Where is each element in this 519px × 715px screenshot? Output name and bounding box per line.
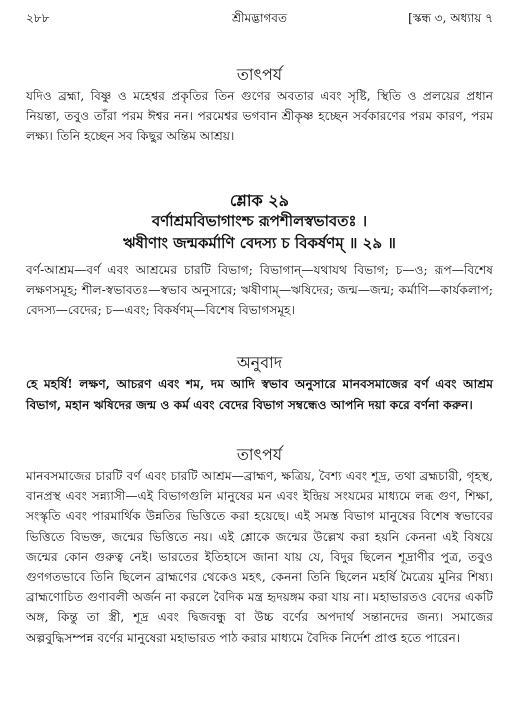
verse-text <box>26 210 493 254</box>
chapter-location: [স্কন্ধ ৩, অধ্যায় ৭ <box>408 11 493 25</box>
synonyms-paragraph: বর্ণ-আশ্রম—বর্ণ এবং আশ্রমের চারটি বিভাগ; বিভাগান্—যথাযথ বিভাগ; চ—ও; রূপ—বিশেষ লক্ষণসমূহ; শীল-স্বভাবতঃ—স্বভাব অনুসারে; ঋষীণাম্—ঋষিদের; জন্ম—জন্ম; কর্মাণি—কার্যকলাপ; বেদস্য—বেদের; চ—এবং; বিকর্ষণম্—বিশেষ বিভাগসমূহ। <box>26 263 493 318</box>
purport-heading: তাৎপর্য <box>236 445 283 464</box>
translation-heading: অনুবাদ <box>236 353 283 372</box>
purport-heading: তাৎপর্য <box>236 65 283 84</box>
verse-heading: শ্লোক ২৯ <box>229 191 290 210</box>
page-header <box>26 10 493 32</box>
translation-paragraph: হে মহর্ষি! লক্ষণ, আচরণ এবং শম, দম আদি স্বভাব অনুসারে মানবসমাজের বর্ণ এবং আশ্রম বিভাগ, মহান ঋষিদের জন্ম ও কর্ম এবং বেদের বিভাগ সম্বন্ধেও আপনি দয়া করে বর্ণনা করুন। <box>26 377 493 412</box>
page-number: ২৮৮ <box>26 11 50 25</box>
verse-line-1: বর্ণাশ্রমবিভাগাংশ্চ রূপশীলস্বভাবতঃ । <box>151 212 368 230</box>
book-title: শ্রীমদ্ভাগবত <box>231 11 287 25</box>
purport-paragraph: যদিও ব্রহ্মা, বিষ্ণু ও মহেশ্বর প্রকৃতির তিন গুণের অবতার এবং সৃষ্টি, স্থিতি ও প্রলয়ের প্রধান নিয়ন্তা, তবুও তাঁরা পরম ঈশ্বর নন। পরমেশ্বর ভগবান শ্রীকৃষ্ণ হচ্ছেন সর্বকারণের পরম কারণ, পরম লক্ষ্য। তিনি হচ্ছেন সব কিছুর অন্তিম আশ্রয়। <box>26 89 493 144</box>
verse-line-2: ঋষীণাং জন্মকর্মাণি বেদস্য চ বিকর্ষণম্ ॥ ২৯ ॥ <box>123 234 396 252</box>
purport-paragraph: মানবসমাজের চারটি বর্ণ এবং চারটি আশ্রম—ব্রাহ্মণ, ক্ষত্রিয়, বৈশ্য এবং শূদ্র, তথা ব্রহ্মচারী, গৃহস্থ, বানপ্রস্থ এবং সন্ন্যাসী—এই বিভাগগুলি মানুষের মন এবং ইন্দ্রিয় সংযমের মাধ্যমে লব্ধ গুণ, শিক্ষা, সংস্কৃতি এবং পারমার্থিক উন্নতির ভিত্তিতে করা হয়েছে। এই সমস্ত বিভাগ মানুষের বিশেষ স্বভাবের ভিত্তিতে বিভক্ত, জন্মের ভিত্তিতে নয়। এই শ্লোকে জন্মের উল্লেখ করা হয়নি কেননা এই বিষয়ে জন্মের কোন গুরুত্ব নেই। ভারতের ইতিহাসে জানা যায় যে, বিদুর ছিলেন শূদ্রাণীর পুত্র, তবুও গুণগতভাবে তিনি ছিলেন ব্রাহ্মণের থেকেও মহৎ, কেননা তিনি ছিলেন মহর্ষি মৈত্রেয় মুনির শিষ্য। ব্রাহ্মণোচিত গুণাবলী অর্জন না করলে বৈদিক মন্ত্র হৃদয়ঙ্গম করা যায় না। মহাভারতও বেদের একটি অঙ্গ, কিন্তু তা স্ত্রী, শূদ্র এবং দ্বিজবন্ধু বা উচ্চ বর্ণের অপদার্থ সন্তানদের জন্য। সমাজের অল্পবুদ্ধিসম্পন্ন বর্ণের মানুষেরা মহাভারত পাঠ করার মাধ্যমে বৈদিক নির্দেশ প্রাপ্ত হতে পারেন। <box>26 469 493 645</box>
